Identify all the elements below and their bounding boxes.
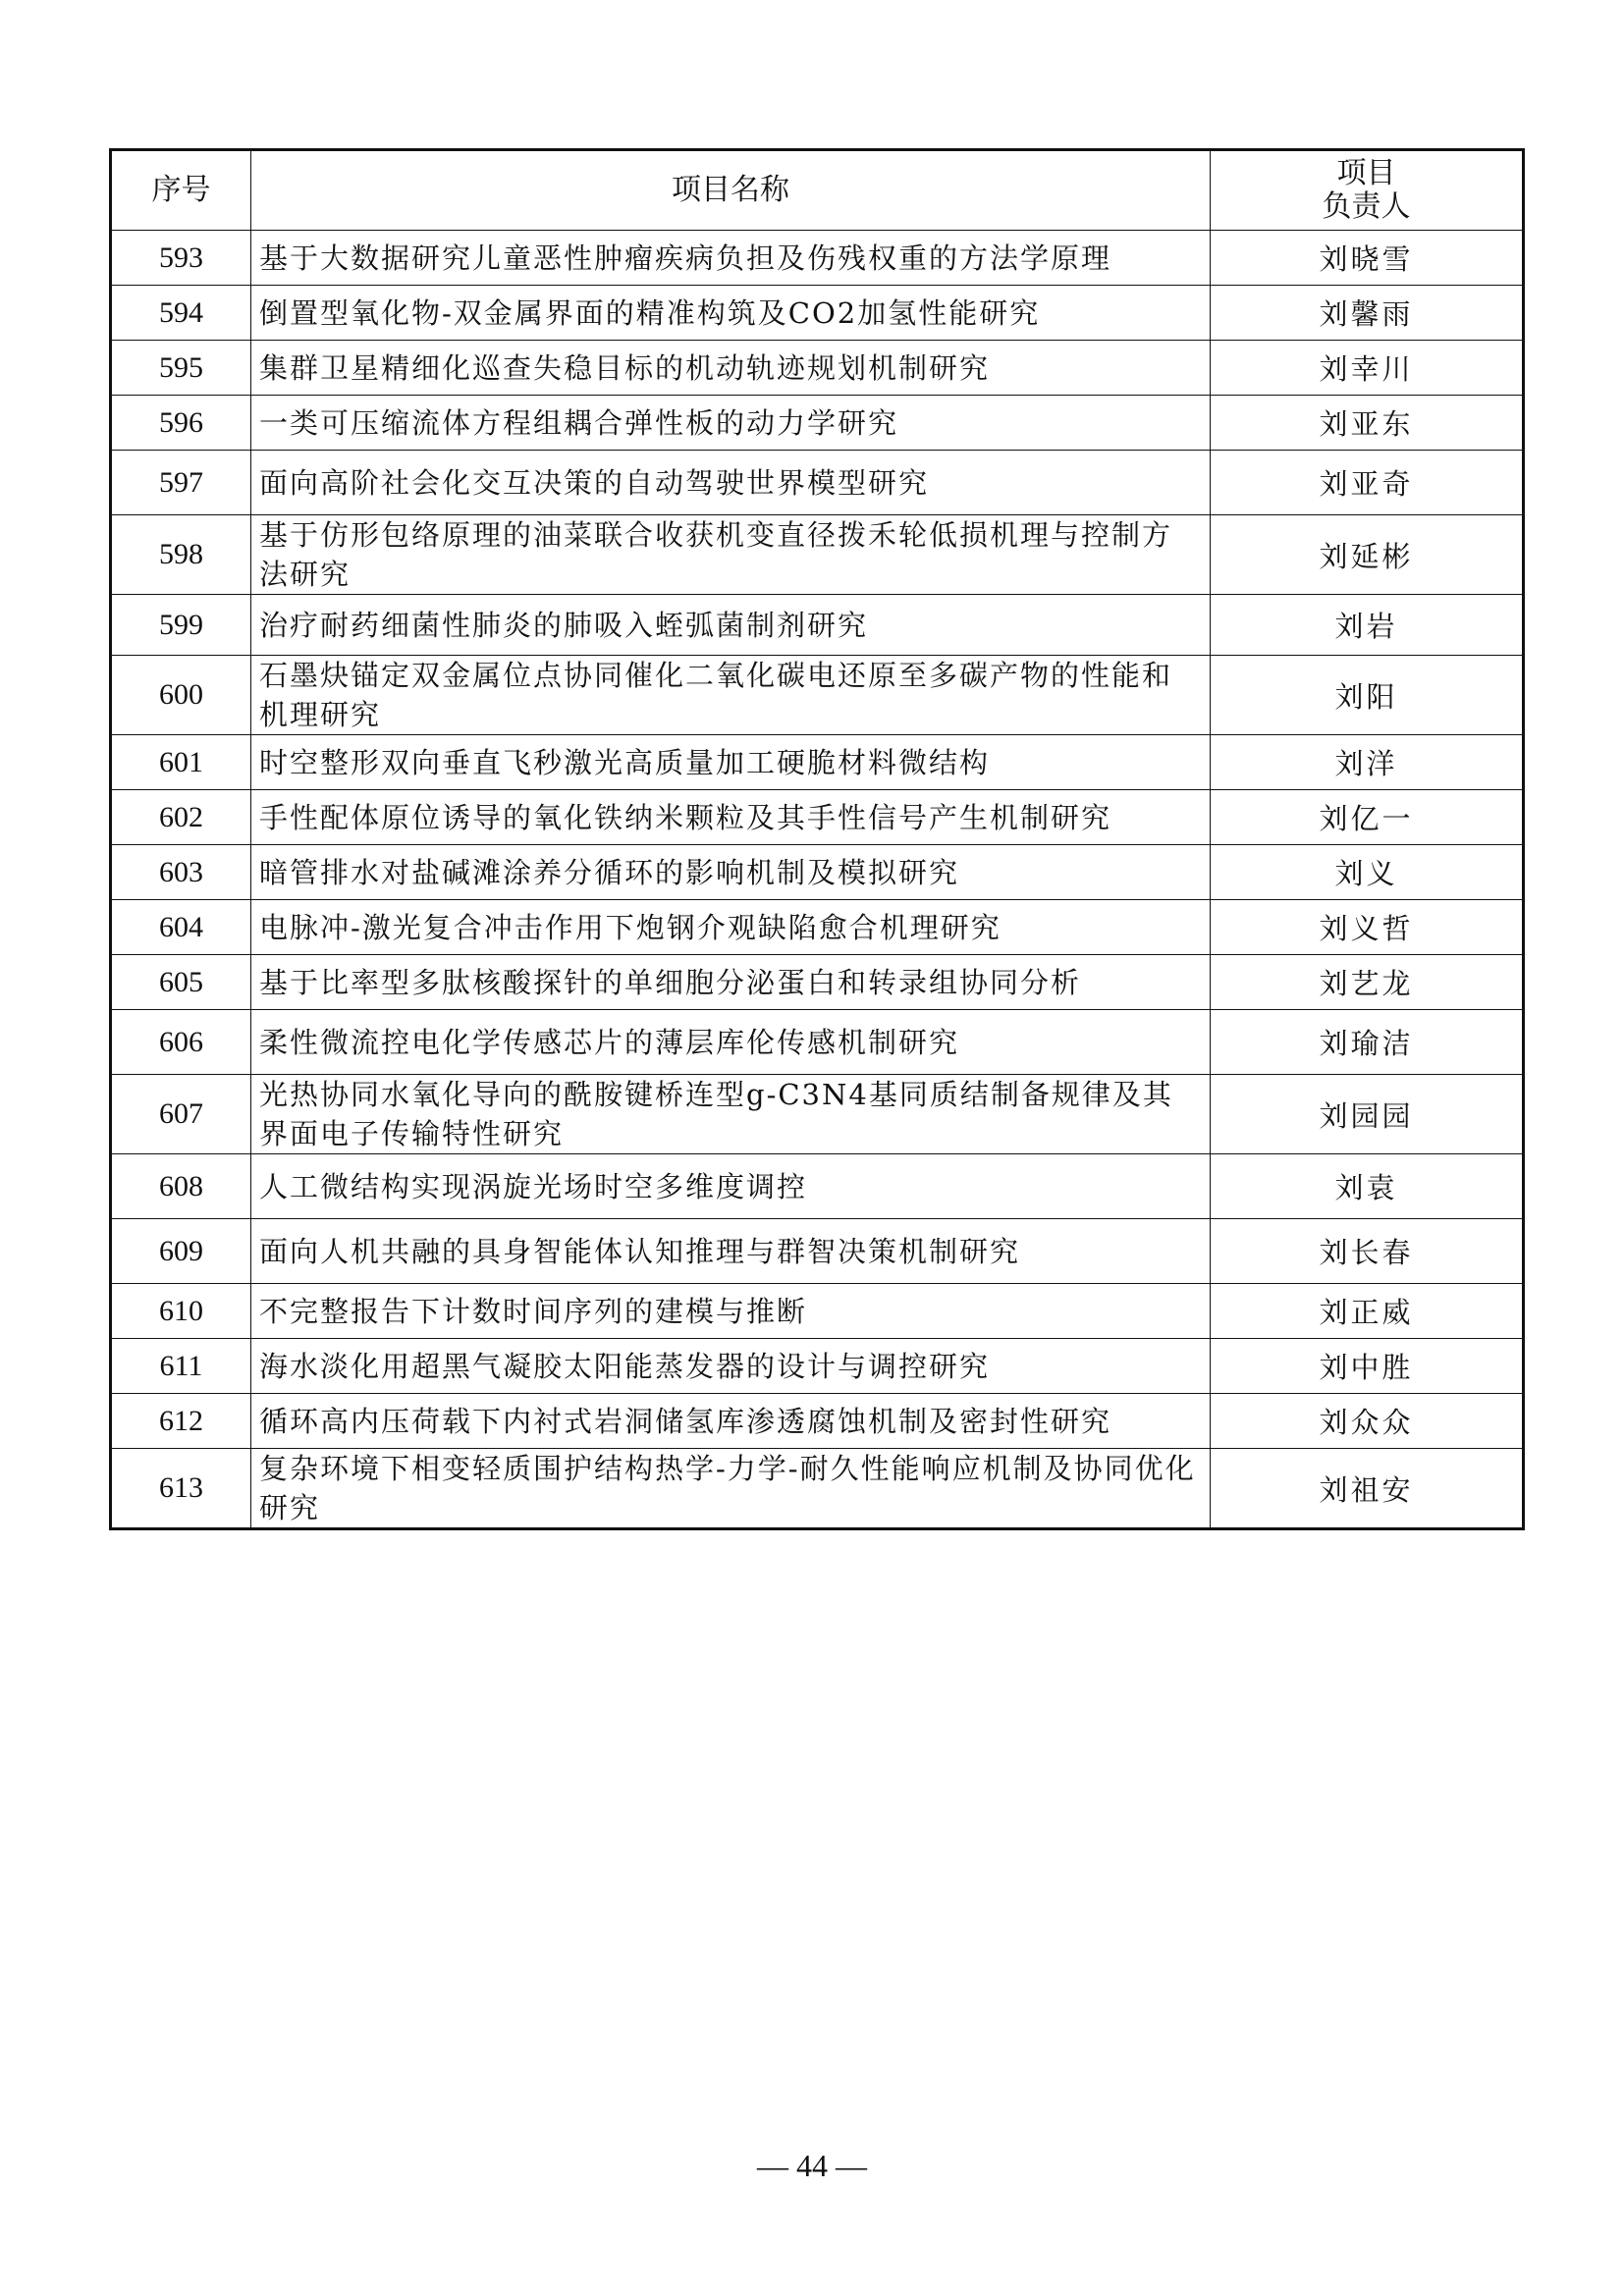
row-project-name: 集群卫星精细化巡查失稳目标的机动轨迹规划机制研究 [251, 341, 1211, 396]
row-project-name: 柔性微流控电化学传感芯片的薄层库伦传感机制研究 [251, 1010, 1211, 1075]
row-project-leader: 刘长春 [1211, 1219, 1524, 1284]
table-row [111, 900, 1524, 955]
row-project-leader: 刘幸川 [1211, 341, 1524, 396]
row-project-name: 海水淡化用超黑气凝胶太阳能蒸发器的设计与调控研究 [251, 1339, 1211, 1394]
row-serial-number: 602 [111, 790, 251, 845]
row-project-name: 光热协同水氧化导向的酰胺键桥连型g-C3N4基同质结制备规律及其界面电子传输特性研究 [251, 1075, 1211, 1154]
row-project-name: 电脉冲-激光复合冲击作用下炮钢介观缺陷愈合机理研究 [251, 900, 1211, 955]
row-project-leader: 刘袁 [1211, 1154, 1524, 1219]
row-serial-number: 613 [111, 1449, 251, 1529]
table-row [111, 595, 1524, 656]
row-project-leader: 刘园园 [1211, 1075, 1524, 1154]
row-serial-number: 598 [111, 515, 251, 595]
project-table [109, 148, 1525, 1530]
table-row [111, 1339, 1524, 1394]
row-project-leader: 刘瑜洁 [1211, 1010, 1524, 1075]
row-project-name: 基于大数据研究儿童恶性肿瘤疾病负担及伤残权重的方法学原理 [251, 231, 1211, 286]
table-row [111, 396, 1524, 451]
table-row [111, 231, 1524, 286]
row-project-leader: 刘祖安 [1211, 1449, 1524, 1529]
row-project-leader: 刘洋 [1211, 735, 1524, 790]
row-project-name: 治疗耐药细菌性肺炎的肺吸入蛭弧菌制剂研究 [251, 595, 1211, 656]
row-serial-number: 603 [111, 845, 251, 900]
row-serial-number: 597 [111, 451, 251, 515]
page-number: — 44 — [757, 2148, 867, 2183]
table-row [111, 955, 1524, 1010]
row-serial-number: 608 [111, 1154, 251, 1219]
header-row [111, 150, 1524, 231]
table-row [111, 515, 1524, 595]
row-project-name: 人工微结构实现涡旋光场时空多维度调控 [251, 1154, 1211, 1219]
row-project-leader: 刘亚东 [1211, 396, 1524, 451]
row-project-leader: 刘岩 [1211, 595, 1524, 656]
row-project-name: 基于比率型多肽核酸探针的单细胞分泌蛋白和转录组协同分析 [251, 955, 1211, 1010]
row-project-leader: 刘艺龙 [1211, 955, 1524, 1010]
row-project-name: 复杂环境下相变轻质围护结构热学-力学-耐久性能响应机制及协同优化研究 [251, 1449, 1211, 1529]
row-project-leader: 刘亿一 [1211, 790, 1524, 845]
table-body [111, 231, 1524, 1529]
row-serial-number: 604 [111, 900, 251, 955]
table-row [111, 1010, 1524, 1075]
row-project-name: 面向人机共融的具身智能体认知推理与群智决策机制研究 [251, 1219, 1211, 1284]
row-serial-number: 599 [111, 595, 251, 656]
table-row [111, 1449, 1524, 1529]
table-row [111, 1284, 1524, 1339]
row-serial-number: 612 [111, 1394, 251, 1449]
row-project-leader: 刘义哲 [1211, 900, 1524, 955]
header-leader-line-2: 负责人 [1322, 189, 1411, 224]
table-row [111, 451, 1524, 515]
row-serial-number: 609 [111, 1219, 251, 1284]
table-row [111, 1394, 1524, 1449]
row-project-leader: 刘亚奇 [1211, 451, 1524, 515]
table-row [111, 735, 1524, 790]
row-serial-number: 601 [111, 735, 251, 790]
row-project-name: 不完整报告下计数时间序列的建模与推断 [251, 1284, 1211, 1339]
header-project-name: 项目名称 [251, 150, 1211, 231]
row-project-leader: 刘众众 [1211, 1394, 1524, 1449]
row-project-leader: 刘义 [1211, 845, 1524, 900]
row-serial-number: 607 [111, 1075, 251, 1154]
row-project-leader: 刘延彬 [1211, 515, 1524, 595]
row-project-leader: 刘正威 [1211, 1284, 1524, 1339]
row-project-name: 一类可压缩流体方程组耦合弹性板的动力学研究 [251, 396, 1211, 451]
table-header [111, 150, 1524, 231]
row-project-name: 暗管排水对盐碱滩涂养分循环的影响机制及模拟研究 [251, 845, 1211, 900]
header-leader-line-1: 项目 [1336, 155, 1396, 190]
table-row [111, 790, 1524, 845]
table-row [111, 1154, 1524, 1219]
row-project-leader: 刘中胜 [1211, 1339, 1524, 1394]
row-project-name: 循环高内压荷载下内衬式岩洞储氢库渗透腐蚀机制及密封性研究 [251, 1394, 1211, 1449]
table-row [111, 845, 1524, 900]
row-project-name: 石墨炔锚定双金属位点协同催化二氧化碳电还原至多碳产物的性能和机理研究 [251, 656, 1211, 735]
table-row [111, 341, 1524, 396]
table-row [111, 1075, 1524, 1154]
row-project-name: 面向高阶社会化交互决策的自动驾驶世界模型研究 [251, 451, 1211, 515]
table-row [111, 286, 1524, 341]
table-row [111, 1219, 1524, 1284]
row-project-name: 倒置型氧化物-双金属界面的精准构筑及CO2加氢性能研究 [251, 286, 1211, 341]
row-serial-number: 593 [111, 231, 251, 286]
row-serial-number: 594 [111, 286, 251, 341]
header-project-leader [1211, 150, 1524, 231]
table-row [111, 656, 1524, 735]
row-serial-number: 605 [111, 955, 251, 1010]
header-serial-number: 序号 [111, 150, 251, 231]
row-project-name: 手性配体原位诱导的氧化铁纳米颗粒及其手性信号产生机制研究 [251, 790, 1211, 845]
row-project-name: 时空整形双向垂直飞秒激光高质量加工硬脆材料微结构 [251, 735, 1211, 790]
row-serial-number: 610 [111, 1284, 251, 1339]
row-project-leader: 刘晓雪 [1211, 231, 1524, 286]
row-project-leader: 刘馨雨 [1211, 286, 1524, 341]
row-serial-number: 611 [111, 1339, 251, 1394]
row-serial-number: 596 [111, 396, 251, 451]
row-serial-number: 606 [111, 1010, 251, 1075]
row-project-leader: 刘阳 [1211, 656, 1524, 735]
row-project-name: 基于仿形包络原理的油菜联合收获机变直径拨禾轮低损机理与控制方法研究 [251, 515, 1211, 595]
row-serial-number: 595 [111, 341, 251, 396]
row-serial-number: 600 [111, 656, 251, 735]
